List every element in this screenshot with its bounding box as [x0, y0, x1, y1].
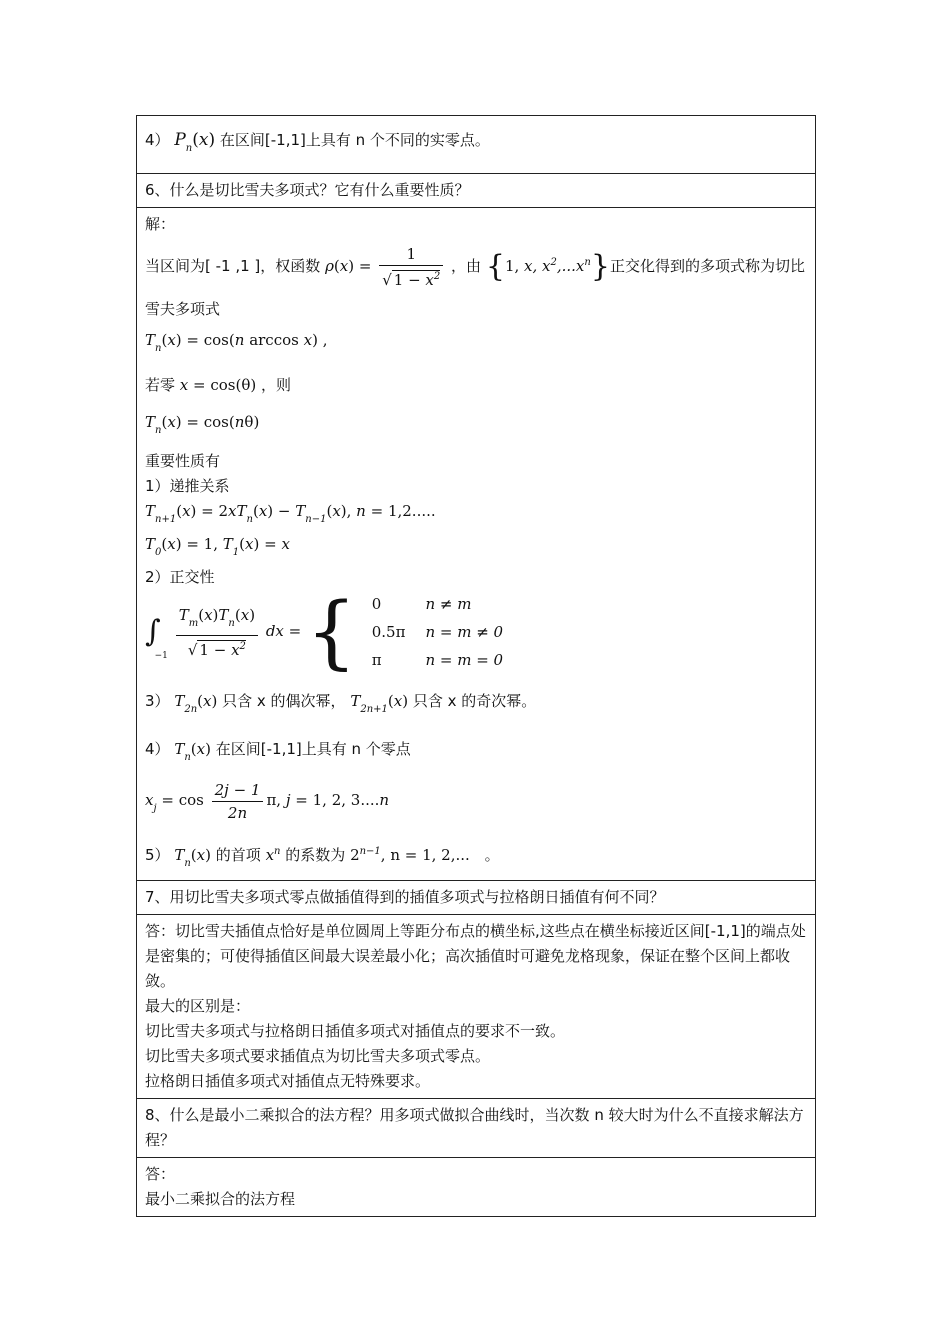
interval-text: 当区间为[ -1 ,1 ]，权函数	[145, 257, 321, 275]
weight-function-line	[145, 243, 807, 291]
prop4-prefix: 4）	[145, 740, 170, 758]
p-zeros-text: 在区间[-1,1]上具有 n 个不同的实零点。	[219, 131, 490, 149]
prop4-line: 4） $T_n(x)$ 在区间[-1,1]上具有 n 个零点	[145, 740, 411, 763]
substitution-line	[145, 373, 807, 398]
formula-pn: $P_n(x)$	[174, 130, 216, 154]
formula-tn-def: $T_n(x) = \cos(n$ arccos x) ,	[145, 331, 328, 354]
table-row	[137, 208, 816, 881]
a7-difference-title: 最大的区别是：	[145, 997, 251, 1015]
case1-condition: n ≠ m	[425, 595, 472, 613]
cases-table	[362, 590, 513, 674]
formula-initial: $T_0(x) = 1$, $T_1(x) = x$	[145, 535, 290, 558]
prop3-odd: 只含 x 的奇次幂。	[412, 692, 537, 710]
a7-line4: 切比雪夫多项式要求插值点为切比雪夫多项式零点。	[145, 1047, 491, 1065]
table-row	[137, 1158, 816, 1217]
table-row	[137, 915, 816, 1099]
answer-7	[137, 915, 816, 1099]
table-row	[137, 116, 816, 174]
props-title: 重要性质有	[145, 452, 221, 470]
prop3-prefix: 3）	[145, 692, 170, 710]
table-row	[137, 881, 816, 915]
question-8: 8、什么是最小二乘拟合的法方程？用多项式做拟合曲线时，当次数 n 较大时为什么不直接求解法方程？	[137, 1099, 816, 1158]
solution-label: 解：	[145, 215, 176, 233]
prop5-text2: 的系数为	[285, 846, 346, 864]
then-text: ，则	[261, 376, 292, 394]
formula-tn-theta: $T_n(x) = \cos(n\theta)$	[145, 413, 260, 436]
formula-zeros: $x_j = \cos$ $\frac{2j - 1}{2n}$ π, j = 1, 2, 3....n	[145, 780, 390, 822]
qa-table	[136, 115, 816, 1217]
case2-value: 0.5π	[371, 623, 406, 641]
case2-condition: n = m ≠ 0	[425, 623, 504, 641]
formula-orthogonality: $\int_{-1}$ $\frac{T_m(x)T_n(x)}{√ 1 - x^2}$ dx = { 0 n ≠ m 0.5π n = m ≠ 0 π n = m = 0	[145, 590, 807, 680]
case1-value: 0	[371, 595, 382, 613]
ortho-text: 正交化得到的多项式称为切比	[609, 257, 805, 275]
item-prefix: 4）	[145, 131, 170, 149]
a8-line1: 最小二乘拟合的法方程	[145, 1190, 296, 1208]
prop5-line: 5） $T_n(x)$ 的首项 $x^n$ 的系数为 $2^{n-1}$, n = 1, 2,... 。	[145, 846, 500, 869]
prop1-title: 1）递推关系	[145, 477, 230, 495]
formula-basis-set: {1, x, $x^2,...x^n$}	[485, 249, 610, 284]
a7-line3: 切比雪夫多项式与拉格朗日插值多项式对插值点的要求不一致。	[145, 1022, 566, 1040]
prop4-text: 在区间[-1,1]上具有 n 个零点	[215, 740, 411, 758]
prop5-text1: 的首项	[215, 846, 261, 864]
a7-paragraph: 答：切比雪夫插值点恰好是单位圆周上等距分布点的横坐标,这些点在横坐标接近区间[-1,1]的端点处是密集的；可使得插值区间最大误差最小化；高次插值时可避免龙格现象，保证在整个区间上都收敛。	[145, 922, 806, 990]
formula-x-cos: x = cos(θ)	[179, 376, 257, 394]
answer-6	[137, 208, 816, 881]
a8-label: 答：	[145, 1165, 176, 1183]
formula-weight-frac: $\frac{1}{√ 1 - x^2}$	[379, 243, 443, 291]
cell-p-zeros	[137, 116, 816, 174]
prop5-end: 。	[484, 846, 500, 864]
formula-rho: ρ(x) =	[325, 257, 372, 275]
prop2-title: 2）正交性	[145, 568, 215, 586]
a7-line5: 拉格朗日插值多项式对插值点无特殊要求。	[145, 1072, 431, 1090]
question-6: 6、什么是切比雪夫多项式？它有什么重要性质？	[137, 174, 816, 208]
question-7: 7、用切比雪夫多项式零点做插值得到的插值多项式与拉格朗日插值有何不同？	[137, 881, 816, 915]
prop3-even: 只含 x 的偶次幂，	[222, 692, 346, 710]
case3-condition: n = m = 0	[425, 651, 504, 669]
by-text: ，由	[451, 257, 482, 275]
if-zero-text: 若零	[145, 376, 176, 394]
document-page	[136, 115, 816, 1217]
formula-recurrence: $T_{n+1}(x) = 2xT_n(x) - T_{n-1}(x)$, n = 1,2.....	[145, 502, 436, 525]
name-line: 雪夫多项式	[145, 300, 221, 318]
answer-8	[137, 1158, 816, 1217]
table-row	[137, 174, 816, 208]
case3-value: π	[371, 651, 382, 669]
prop3-line: 3） $T_{2n}(x)$ 只含 x 的偶次幂， $T_{2n+1}(x)$ 只含 x 的奇次幂。	[145, 692, 537, 715]
table-row	[137, 1099, 816, 1158]
prop5-prefix: 5）	[145, 846, 170, 864]
